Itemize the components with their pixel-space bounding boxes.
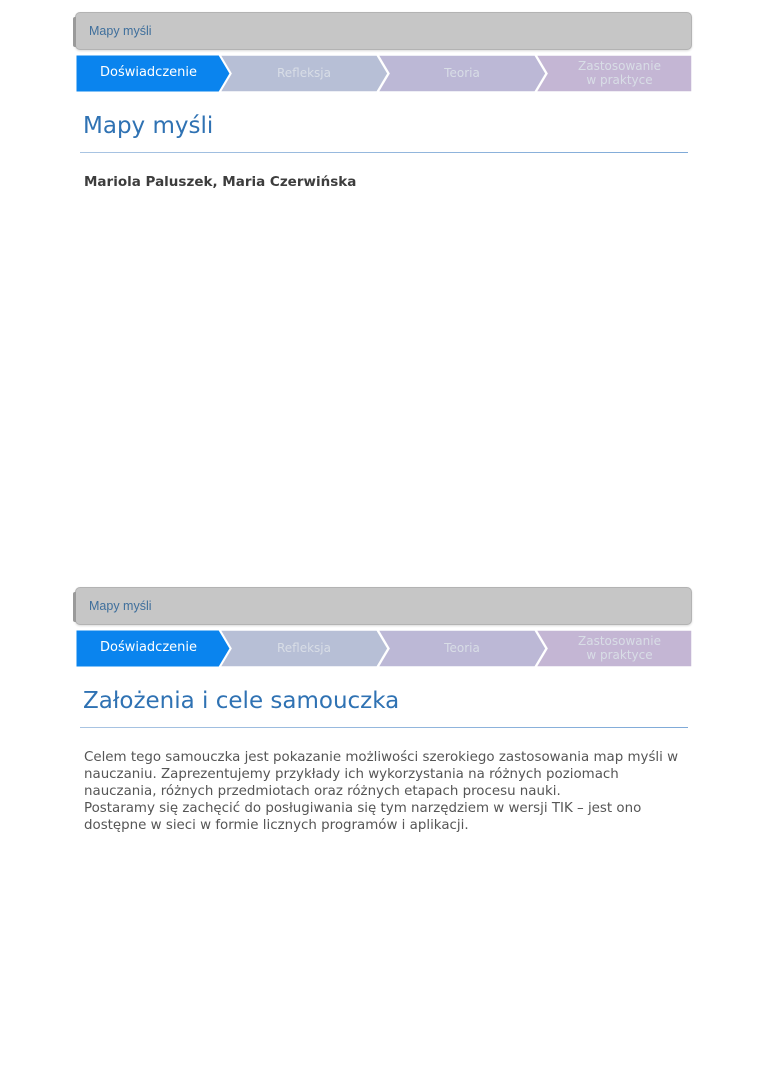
step-zastosowanie[interactable] <box>547 55 692 92</box>
body-paragraph-1: Celem tego samouczka jest pokazanie możliwości szerokiego zastosowania map myśli w nauczaniu. Zaprezentujemy przykłady ich wykorzystania na różnych poziomach nauczania, różnych przedmiotach oraz różnych etapach procesu nauki. <box>84 750 679 799</box>
step-zastosowanie-line2: w praktyce <box>586 72 653 87</box>
step-teoria[interactable]: Teoria <box>444 640 480 655</box>
title-divider <box>80 727 688 728</box>
body-paragraph-2: Postaramy się zachęcić do posługiwania się tym narzędziem w wersji TIK – jest ono dostępne w sieci w formie licznych programów i aplikacji. <box>84 801 642 833</box>
step-zastosowanie-line1: Zastosowanie <box>578 634 661 649</box>
step-zastosowanie[interactable] <box>547 630 692 667</box>
step-teoria[interactable]: Teoria <box>444 65 480 80</box>
step-refleksja[interactable]: Refleksja <box>276 640 331 655</box>
header-bar <box>75 12 692 50</box>
process-steps <box>76 630 692 667</box>
header-title: Mapy myśli <box>89 24 152 38</box>
header-title: Mapy myśli <box>89 599 152 613</box>
slide-title: Mapy myśli <box>83 113 214 139</box>
header-bar <box>75 587 692 625</box>
slide-body <box>84 749 690 834</box>
slide-title: Założenia i cele samouczka <box>83 688 400 714</box>
step-doswiadczenie[interactable]: Doświadczenie <box>99 65 198 81</box>
process-steps <box>76 55 692 92</box>
step-zastosowanie-line2: w praktyce <box>586 647 653 662</box>
slide-1 <box>0 0 768 512</box>
header-bar-marker <box>73 17 76 47</box>
slide-2 <box>0 575 768 1087</box>
title-divider <box>80 152 688 153</box>
authors: Mariola Paluszek, Maria Czerwińska <box>84 174 357 190</box>
step-refleksja[interactable]: Refleksja <box>276 65 331 80</box>
header-bar-marker <box>73 592 76 622</box>
step-zastosowanie-line1: Zastosowanie <box>578 59 661 74</box>
step-doswiadczenie[interactable]: Doświadczenie <box>99 640 198 656</box>
